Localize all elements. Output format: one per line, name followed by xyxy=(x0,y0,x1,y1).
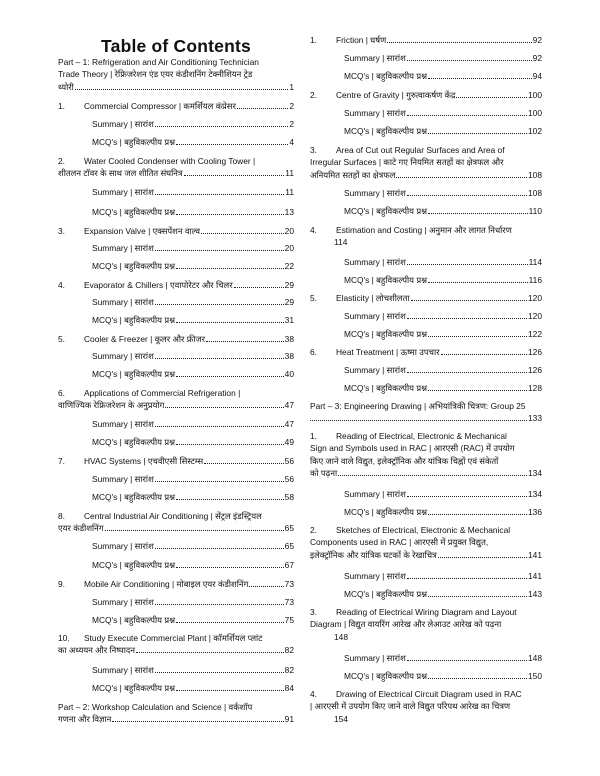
chapter-title: Centre of Gravity | गुरुत्वाकर्षण केंद्र xyxy=(336,90,456,100)
summary-label: Summary | सारांश xyxy=(92,119,154,129)
page-number: 102 xyxy=(528,126,542,136)
part2-line1: Part – 2: Workshop Calculation and Science | वर्कशॉप xyxy=(58,702,253,712)
toc-chapter-entry[interactable] xyxy=(310,524,542,561)
chapter-title: Cooler & Freezer | कूलर और फ्रीजर xyxy=(84,334,206,344)
page-number: 114 xyxy=(528,257,542,267)
part2-line2: गणना और विज्ञान xyxy=(58,714,112,725)
page-number: 148 xyxy=(334,631,348,642)
mcq-label: MCQ's | बहुविकल्पीय प्रश्न xyxy=(92,560,176,570)
page-number: 29 xyxy=(284,280,294,290)
toc-chapter-entry[interactable] xyxy=(310,89,542,101)
toc-chapter-entry[interactable] xyxy=(58,100,294,112)
page-number: 154 xyxy=(334,713,348,724)
chapter-number: 7. xyxy=(58,456,65,466)
toc-mcq-entry[interactable] xyxy=(58,368,294,380)
chapter-title: HVAC Systems | एचवीएसी सिस्टम्स xyxy=(84,456,204,466)
page-number: 82 xyxy=(284,665,294,675)
page-number: 136 xyxy=(528,507,542,517)
page-number: 141 xyxy=(528,549,542,560)
chapter-title: Water Cooled Condenser with Cooling Tower | xyxy=(84,156,256,166)
toc-mcq-entry[interactable] xyxy=(58,260,294,272)
summary-label: Summary | सारांश xyxy=(344,571,406,581)
toc-chapter-entry[interactable] xyxy=(310,292,542,304)
page-number: 73 xyxy=(284,579,294,589)
page-number: 29 xyxy=(284,297,294,307)
mcq-label: MCQ's | बहुविकल्पीय प्रश्न xyxy=(344,71,428,81)
chapter-title: Commercial Compressor | कमर्शियल कंप्रेसर xyxy=(84,101,236,111)
chapter-title-line2: का अध्ययन और निष्पादन xyxy=(58,645,136,656)
summary-label: Summary | सारांश xyxy=(92,474,154,484)
chapter-number: 3. xyxy=(310,607,317,617)
toc-chapter-entry[interactable] xyxy=(310,144,542,181)
page-number: 20 xyxy=(284,243,294,253)
chapter-number: 1. xyxy=(58,101,65,111)
chapter-title: Area of Cut out Regular Surfaces and Area of xyxy=(336,145,505,155)
page-number: 134 xyxy=(528,489,542,499)
toc-mcq-entry[interactable] xyxy=(310,274,542,286)
chapter-number: 6. xyxy=(58,388,65,398)
mcq-label: MCQ's | बहुविकल्पीय प्रश्न xyxy=(344,275,428,285)
page-number: 38 xyxy=(284,351,294,361)
toc-chapter-entry[interactable] xyxy=(310,346,542,358)
chapter-title: Friction | घर्षण xyxy=(336,35,387,45)
chapter-number: 1. xyxy=(310,431,317,441)
page-number: 128 xyxy=(528,383,542,393)
page-number: 4 xyxy=(289,137,294,147)
toc-mcq-entry[interactable] xyxy=(310,382,542,394)
page-number: 56 xyxy=(284,474,294,484)
page-number: 38 xyxy=(284,334,294,344)
chapter-number: 4. xyxy=(58,280,65,290)
toc-chapter-entry[interactable] xyxy=(310,224,542,249)
chapter-number: 2. xyxy=(310,525,317,535)
chapter-title: Mobile Air Conditioning | मोबाइल एयर कंडीशनिंग xyxy=(84,579,249,589)
toc-chapter-entry[interactable] xyxy=(310,430,542,480)
page-number: 108 xyxy=(528,169,542,180)
page-number: 56 xyxy=(284,456,294,466)
toc-summary-entry[interactable] xyxy=(58,350,294,362)
chapter-title-line2: वाणिज्यिक रेफ्रिजरेशन के अनुप्रयोग xyxy=(58,400,165,411)
part1-page: 1 xyxy=(289,81,294,92)
part1-entry[interactable] xyxy=(58,56,294,93)
toc-summary-entry[interactable] xyxy=(310,107,542,119)
mcq-label: MCQ's | बहुविकल्पीय प्रश्न xyxy=(92,261,176,271)
toc-summary-entry[interactable] xyxy=(58,596,294,608)
page-number: 126 xyxy=(528,347,542,357)
toc-mcq-entry[interactable] xyxy=(58,682,294,694)
toc-mcq-entry[interactable] xyxy=(58,436,294,448)
chapter-title-line2: Diagram | विद्युत वायरिंग आरेख और लेआउट आरेख को पढ़ना xyxy=(310,619,502,630)
chapter-title: Drawing of Electrical Circuit Diagram used in RAC xyxy=(336,689,522,699)
chapter-title: Elasticity | लोचशीलता xyxy=(336,293,410,303)
part1-line2: Trade Theory | रेफ्रिजरेशन एंड एयर कंडीशनिंग टेक्नीशियन ट्रेड xyxy=(58,69,253,80)
chapter-number: 8. xyxy=(58,511,65,521)
page-number: 65 xyxy=(284,523,294,534)
toc-mcq-entry[interactable] xyxy=(310,205,542,217)
chapter-title-line2: शीतलन टॉवर के साथ जल शीतित संघनित्र xyxy=(58,168,183,179)
toc-mcq-entry[interactable] xyxy=(58,559,294,571)
toc-chapter-entry[interactable] xyxy=(58,510,294,535)
page-number: 94 xyxy=(532,71,542,81)
toc-mcq-entry[interactable] xyxy=(310,588,542,600)
mcq-label: MCQ's | बहुविकल्पीय प्रश्न xyxy=(92,683,176,693)
summary-label: Summary | सारांश xyxy=(92,541,154,551)
chapter-number: 3. xyxy=(58,226,65,236)
page-number: 120 xyxy=(528,293,542,303)
toc-summary-entry[interactable] xyxy=(58,540,294,552)
chapter-title: Reading of Electrical, Electronic & Mechanical xyxy=(336,431,507,441)
page-title: Table of Contents xyxy=(101,36,251,56)
page-number: 49 xyxy=(284,437,294,447)
part3-line1: Part – 3: Engineering Drawing | अभियांत्रिकी चित्रण: Group 25 xyxy=(310,401,526,411)
chapter-number: 4. xyxy=(310,689,317,699)
chapter-title: Estimation and Costing | अनुमान और लागत निर्धारण xyxy=(336,225,512,235)
page-number: 58 xyxy=(284,492,294,502)
toc-summary-entry[interactable] xyxy=(310,570,542,582)
page-number: 120 xyxy=(528,311,542,321)
page-number: 67 xyxy=(284,560,294,570)
chapter-title-line3: इलेक्ट्रॉनिक और यांत्रिक घटकों के रेखाचित्र xyxy=(310,549,437,560)
toc-summary-entry[interactable] xyxy=(310,488,542,500)
toc-summary-entry[interactable] xyxy=(58,242,294,254)
page-number: 92 xyxy=(532,35,542,45)
summary-label: Summary | सारांश xyxy=(92,351,154,361)
page-number: 126 xyxy=(528,365,542,375)
page-number: 100 xyxy=(528,90,542,100)
chapter-number: 5. xyxy=(310,293,317,303)
toc-mcq-entry[interactable] xyxy=(58,491,294,503)
page-number: 92 xyxy=(532,53,542,63)
chapter-title: Expansion Valve | एक्सपेंशन वाल्व xyxy=(84,226,201,236)
chapter-title: Heat Treatment | ऊष्मा उपचार xyxy=(336,347,440,357)
mcq-label: MCQ's | बहुविकल्पीय प्रश्न xyxy=(344,329,428,339)
mcq-label: MCQ's | बहुविकल्पीय प्रश्न xyxy=(92,492,176,502)
page-number: 11 xyxy=(285,168,294,179)
chapter-number: 3. xyxy=(310,145,317,155)
mcq-label: MCQ's | बहुविकल्पीय प्रश्न xyxy=(344,671,428,681)
part3-page: 133 xyxy=(528,413,542,424)
toc-chapter-entry[interactable] xyxy=(58,279,294,291)
page-number: 100 xyxy=(528,108,542,118)
page-number: 40 xyxy=(284,369,294,379)
mcq-label: MCQ's | बहुविकल्पीय प्रश्न xyxy=(92,615,176,625)
toc-mcq-entry[interactable] xyxy=(310,670,542,682)
toc-mcq-entry[interactable] xyxy=(58,136,294,148)
part1-line1: Part – 1: Refrigeration and Air Conditioning Technician xyxy=(58,57,259,67)
toc-summary-entry[interactable] xyxy=(310,52,542,64)
summary-label: Summary | सारांश xyxy=(92,243,154,253)
toc-chapter-entry[interactable] xyxy=(58,155,294,180)
toc-summary-entry[interactable] xyxy=(310,364,542,376)
mcq-label: MCQ's | बहुविकल्पीय प्रश्न xyxy=(344,507,428,517)
chapter-title: Central Industrial Air Conditioning | सेंट्रल इंडस्ट्रियल xyxy=(84,511,262,521)
page-number: 122 xyxy=(528,329,542,339)
toc-summary-entry[interactable] xyxy=(58,296,294,308)
page-number: 13 xyxy=(284,207,294,217)
summary-label: Summary | सारांश xyxy=(344,108,406,118)
chapter-title: Applications of Commercial Refrigeration | xyxy=(84,388,241,398)
toc-summary-entry[interactable] xyxy=(310,256,542,268)
chapter-number: 2. xyxy=(58,156,65,166)
page-number: 116 xyxy=(528,275,542,285)
chapter-number: 9. xyxy=(58,579,65,589)
chapter-title-line2: Irregular Surfaces | काटे गए नियमित सतहों का क्षेत्रफल और xyxy=(310,157,504,168)
summary-label: Summary | सारांश xyxy=(344,53,406,63)
summary-label: Summary | सारांश xyxy=(344,365,406,375)
toc-mcq-entry[interactable] xyxy=(310,328,542,340)
chapter-number: 2. xyxy=(310,90,317,100)
page-number: 47 xyxy=(284,400,294,411)
mcq-label: MCQ's | बहुविकल्पीय प्रश्न xyxy=(92,369,176,379)
chapter-title: Study Execute Commercial Plant | कॉमर्शियल प्लांट xyxy=(84,633,263,643)
chapter-title: Evaporator & Chillers | एवापोरेटर और चिलर xyxy=(84,280,233,290)
mcq-label: MCQ's | बहुविकल्पीय प्रश्न xyxy=(92,207,176,217)
toc-summary-entry[interactable] xyxy=(58,418,294,430)
toc-mcq-entry[interactable] xyxy=(310,70,542,82)
page-number: 11 xyxy=(285,187,294,197)
page-number: 31 xyxy=(284,315,294,325)
toc-chapter-entry[interactable] xyxy=(58,578,294,590)
chapter-number: 10. xyxy=(58,633,70,643)
toc-mcq-entry[interactable] xyxy=(310,125,542,137)
toc-summary-entry[interactable] xyxy=(310,310,542,322)
chapter-title-line2: Components used in RAC | आरएसी में प्रयुक्त विद्युत, xyxy=(310,537,489,548)
chapter-title: Sketches of Electrical, Electronic & Mechanical xyxy=(336,525,511,535)
toc-summary-entry[interactable] xyxy=(310,187,542,199)
toc-chapter-entry[interactable] xyxy=(310,688,542,725)
mcq-label: MCQ's | बहुविकल्पीय प्रश्न xyxy=(92,437,176,447)
mcq-label: MCQ's | बहुविकल्पीय प्रश्न xyxy=(344,206,428,216)
summary-label: Summary | सारांश xyxy=(92,665,154,675)
summary-label: Summary | सारांश xyxy=(92,187,154,197)
toc-mcq-entry[interactable] xyxy=(58,314,294,326)
chapter-number: 6. xyxy=(310,347,317,357)
toc-chapter-entry[interactable] xyxy=(58,632,294,657)
chapter-title-line3: अनियमित सतहों का क्षेत्रफल xyxy=(310,169,396,180)
toc-summary-entry[interactable] xyxy=(58,118,294,130)
page-number: 143 xyxy=(528,589,542,599)
summary-label: Summary | सारांश xyxy=(344,489,406,499)
summary-label: Summary | सारांश xyxy=(344,311,406,321)
page-number: 82 xyxy=(284,645,294,656)
summary-label: Summary | सारांश xyxy=(344,188,406,198)
toc-summary-entry[interactable] xyxy=(58,473,294,485)
page-number: 20 xyxy=(284,226,294,236)
chapter-title-line2: Sign and Symbols used in RAC | आरएसी (RAC) में उपयोग xyxy=(310,443,515,454)
page-number: 84 xyxy=(284,683,294,693)
toc-chapter-entry[interactable] xyxy=(58,225,294,237)
chapter-number: 5. xyxy=(58,334,65,344)
chapter-title-line4: को पढ़ना xyxy=(310,468,338,479)
toc-chapter-entry[interactable] xyxy=(58,455,294,467)
part2-page: 91 xyxy=(284,714,294,725)
page-number: 110 xyxy=(528,206,542,216)
summary-label: Summary | सारांश xyxy=(344,653,406,663)
mcq-label: MCQ's | बहुविकल्पीय प्रश्न xyxy=(344,383,428,393)
chapter-number: 4. xyxy=(310,225,317,235)
part3-entry[interactable] xyxy=(310,400,542,425)
part2-entry[interactable] xyxy=(58,701,294,726)
chapter-title-line2: | आरएसी में उपयोग किए जाने वाले विद्युत परिपथ आरेख का चित्रण xyxy=(310,701,511,712)
toc-summary-entry[interactable] xyxy=(58,664,294,676)
part1-line3: थ्योरी xyxy=(58,81,74,92)
page-number: 2 xyxy=(289,119,294,129)
page-number: 47 xyxy=(284,419,294,429)
toc-mcq-entry[interactable] xyxy=(310,506,542,518)
page-number: 148 xyxy=(528,653,542,663)
chapter-title-line3: किए जाने वाले विद्युत, इलेक्ट्रॉनिक और यांत्रिक चिह्नों एवं संकेतों xyxy=(310,455,499,466)
mcq-label: MCQ's | बहुविकल्पीय प्रश्न xyxy=(92,315,176,325)
page-number: 22 xyxy=(284,261,294,271)
page-number: 73 xyxy=(284,597,294,607)
page-number: 65 xyxy=(284,541,294,551)
summary-label: Summary | सारांश xyxy=(92,419,154,429)
toc-chapter-entry[interactable] xyxy=(58,333,294,345)
summary-label: Summary | सारांश xyxy=(92,597,154,607)
page-number: 108 xyxy=(528,188,542,198)
mcq-label: MCQ's | बहुविकल्पीय प्रश्न xyxy=(344,589,428,599)
page-number: 2 xyxy=(289,101,294,111)
mcq-label: MCQ's | बहुविकल्पीय प्रश्न xyxy=(344,126,428,136)
summary-label: Summary | सारांश xyxy=(344,257,406,267)
page-number: 134 xyxy=(528,468,542,479)
toc-mcq-entry[interactable] xyxy=(58,206,294,218)
toc-chapter-entry[interactable] xyxy=(310,34,542,46)
summary-label: Summary | सारांश xyxy=(92,297,154,307)
toc-chapter-entry[interactable] xyxy=(58,387,294,412)
page-number: 150 xyxy=(528,671,542,681)
toc-chapter-entry[interactable] xyxy=(310,606,542,643)
chapter-title-line2: एयर कंडीशनिंग xyxy=(58,523,104,534)
page-number: 141 xyxy=(528,571,542,581)
chapter-number: 1. xyxy=(310,35,317,45)
toc-summary-entry[interactable] xyxy=(310,652,542,664)
page-number: 75 xyxy=(284,615,294,625)
toc-summary-entry[interactable] xyxy=(58,186,294,198)
page-number: 114 xyxy=(334,237,348,248)
toc-mcq-entry[interactable] xyxy=(58,614,294,626)
chapter-title: Reading of Electrical Wiring Diagram and Layout xyxy=(336,607,517,617)
mcq-label: MCQ's | बहुविकल्पीय प्रश्न xyxy=(92,137,176,147)
